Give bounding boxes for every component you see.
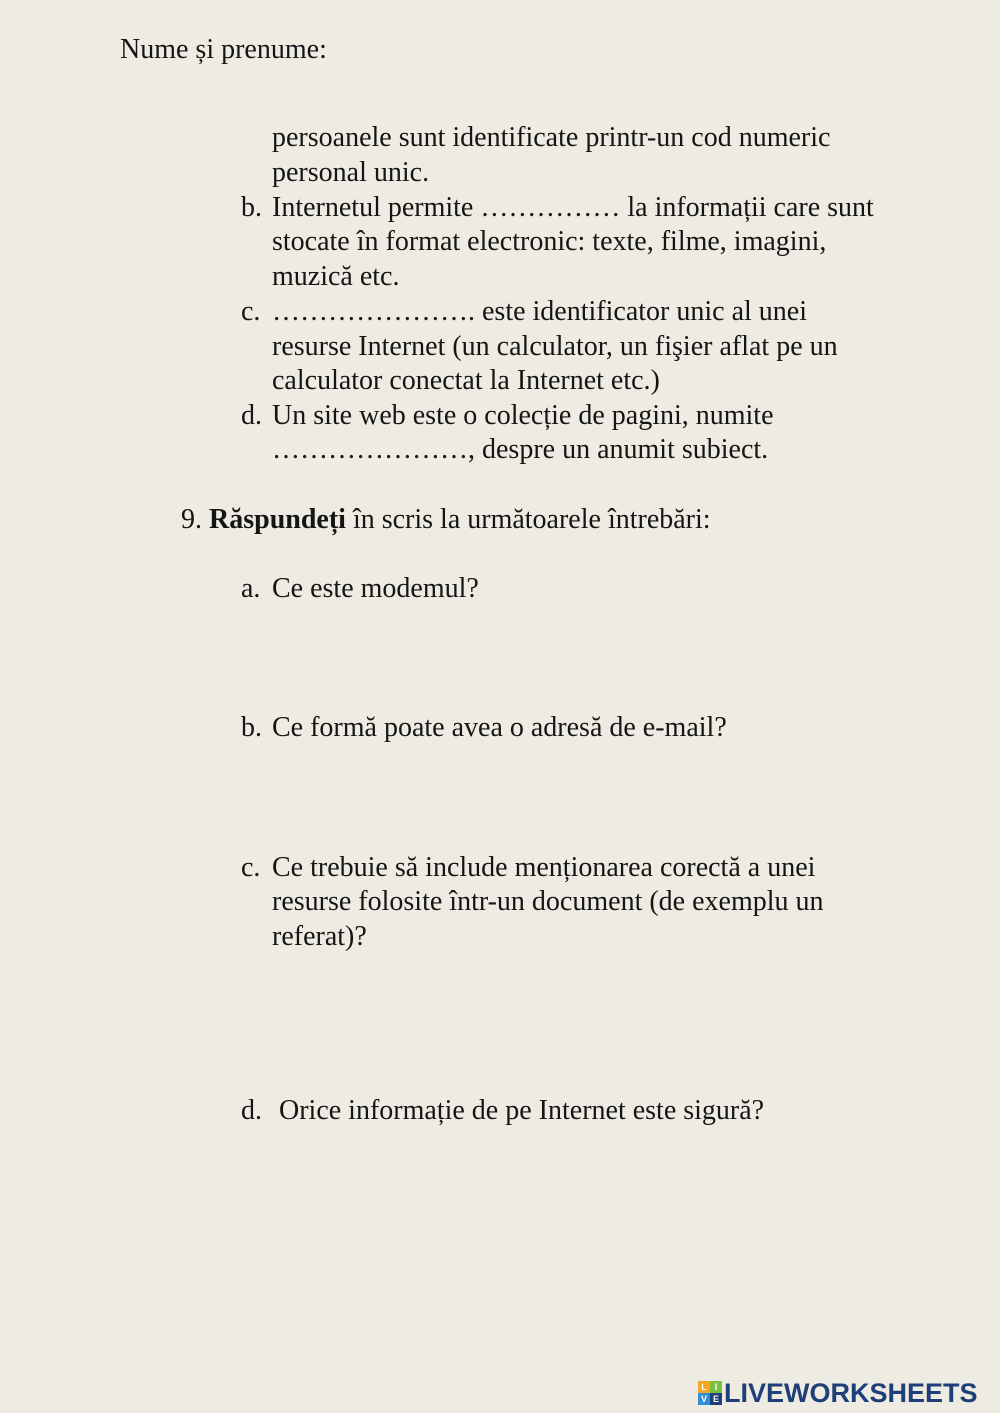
question-b-text: Ce formă poate avea o adresă de e-mail? [272,712,727,743]
fill-blank-c-line: calculator conectat la Internet etc.) [272,365,660,396]
logo-icon-letter: E [710,1393,722,1405]
logo-text: LIVEWORKSHEETS [724,1377,978,1408]
name-label: Nume și prenume: [120,34,327,65]
fill-blank-c-line: resurse Internet (un calculator, un fişier aflat pe un [272,331,838,362]
question-c-text: resurse folosite într-un document (de exemplu un [272,886,824,917]
question-a-marker: a. [241,573,261,604]
continuation-line: personal unic. [272,157,430,188]
logo-icon-letter: V [698,1393,710,1405]
question-d-text: Orice informație de pe Internet este sigură? [272,1095,765,1126]
question-c-text: referat)? [272,921,367,952]
fill-blank-b-line: Internetul permite …………… la informații care sunt [272,192,874,223]
question-c-marker: c. [241,852,261,883]
liveworksheets-logo [698,1378,978,1408]
question-d-marker: d. [241,1095,262,1126]
question-9-instruction: în scris la următoarele întrebări: [345,504,711,535]
continuation-line: persoanele sunt identificate printr-un cod numeric [272,122,831,153]
fill-blank-b-line: muzică etc. [272,261,400,292]
fill-blank-b-line: stocate în format electronic: texte, filme, imagini, [272,226,827,257]
question-9-heading [181,503,711,538]
fill-blank-d-line: Un site web este o colecție de pagini, numite [272,400,774,431]
item-marker-b: b. [241,192,262,223]
logo-icon-letter: I [710,1381,722,1393]
item-marker-c: c. [241,296,261,327]
question-b-marker: b. [241,712,262,743]
question-c-text: Ce trebuie să include menționarea corectă a unei [272,852,816,883]
logo-icon-letter: L [698,1381,710,1393]
liveworksheets-logo-icon [698,1381,722,1405]
question-a-text: Ce este modemul? [272,573,479,604]
fill-blank-d-line: …………………, despre un anumit subiect. [272,434,769,465]
item-marker-d: d. [241,400,262,431]
question-9-number: 9. [181,504,202,535]
fill-blank-c-line: …………………. este identificator unic al unei [272,296,807,327]
question-9-bold-word: Răspundeți [209,504,346,535]
